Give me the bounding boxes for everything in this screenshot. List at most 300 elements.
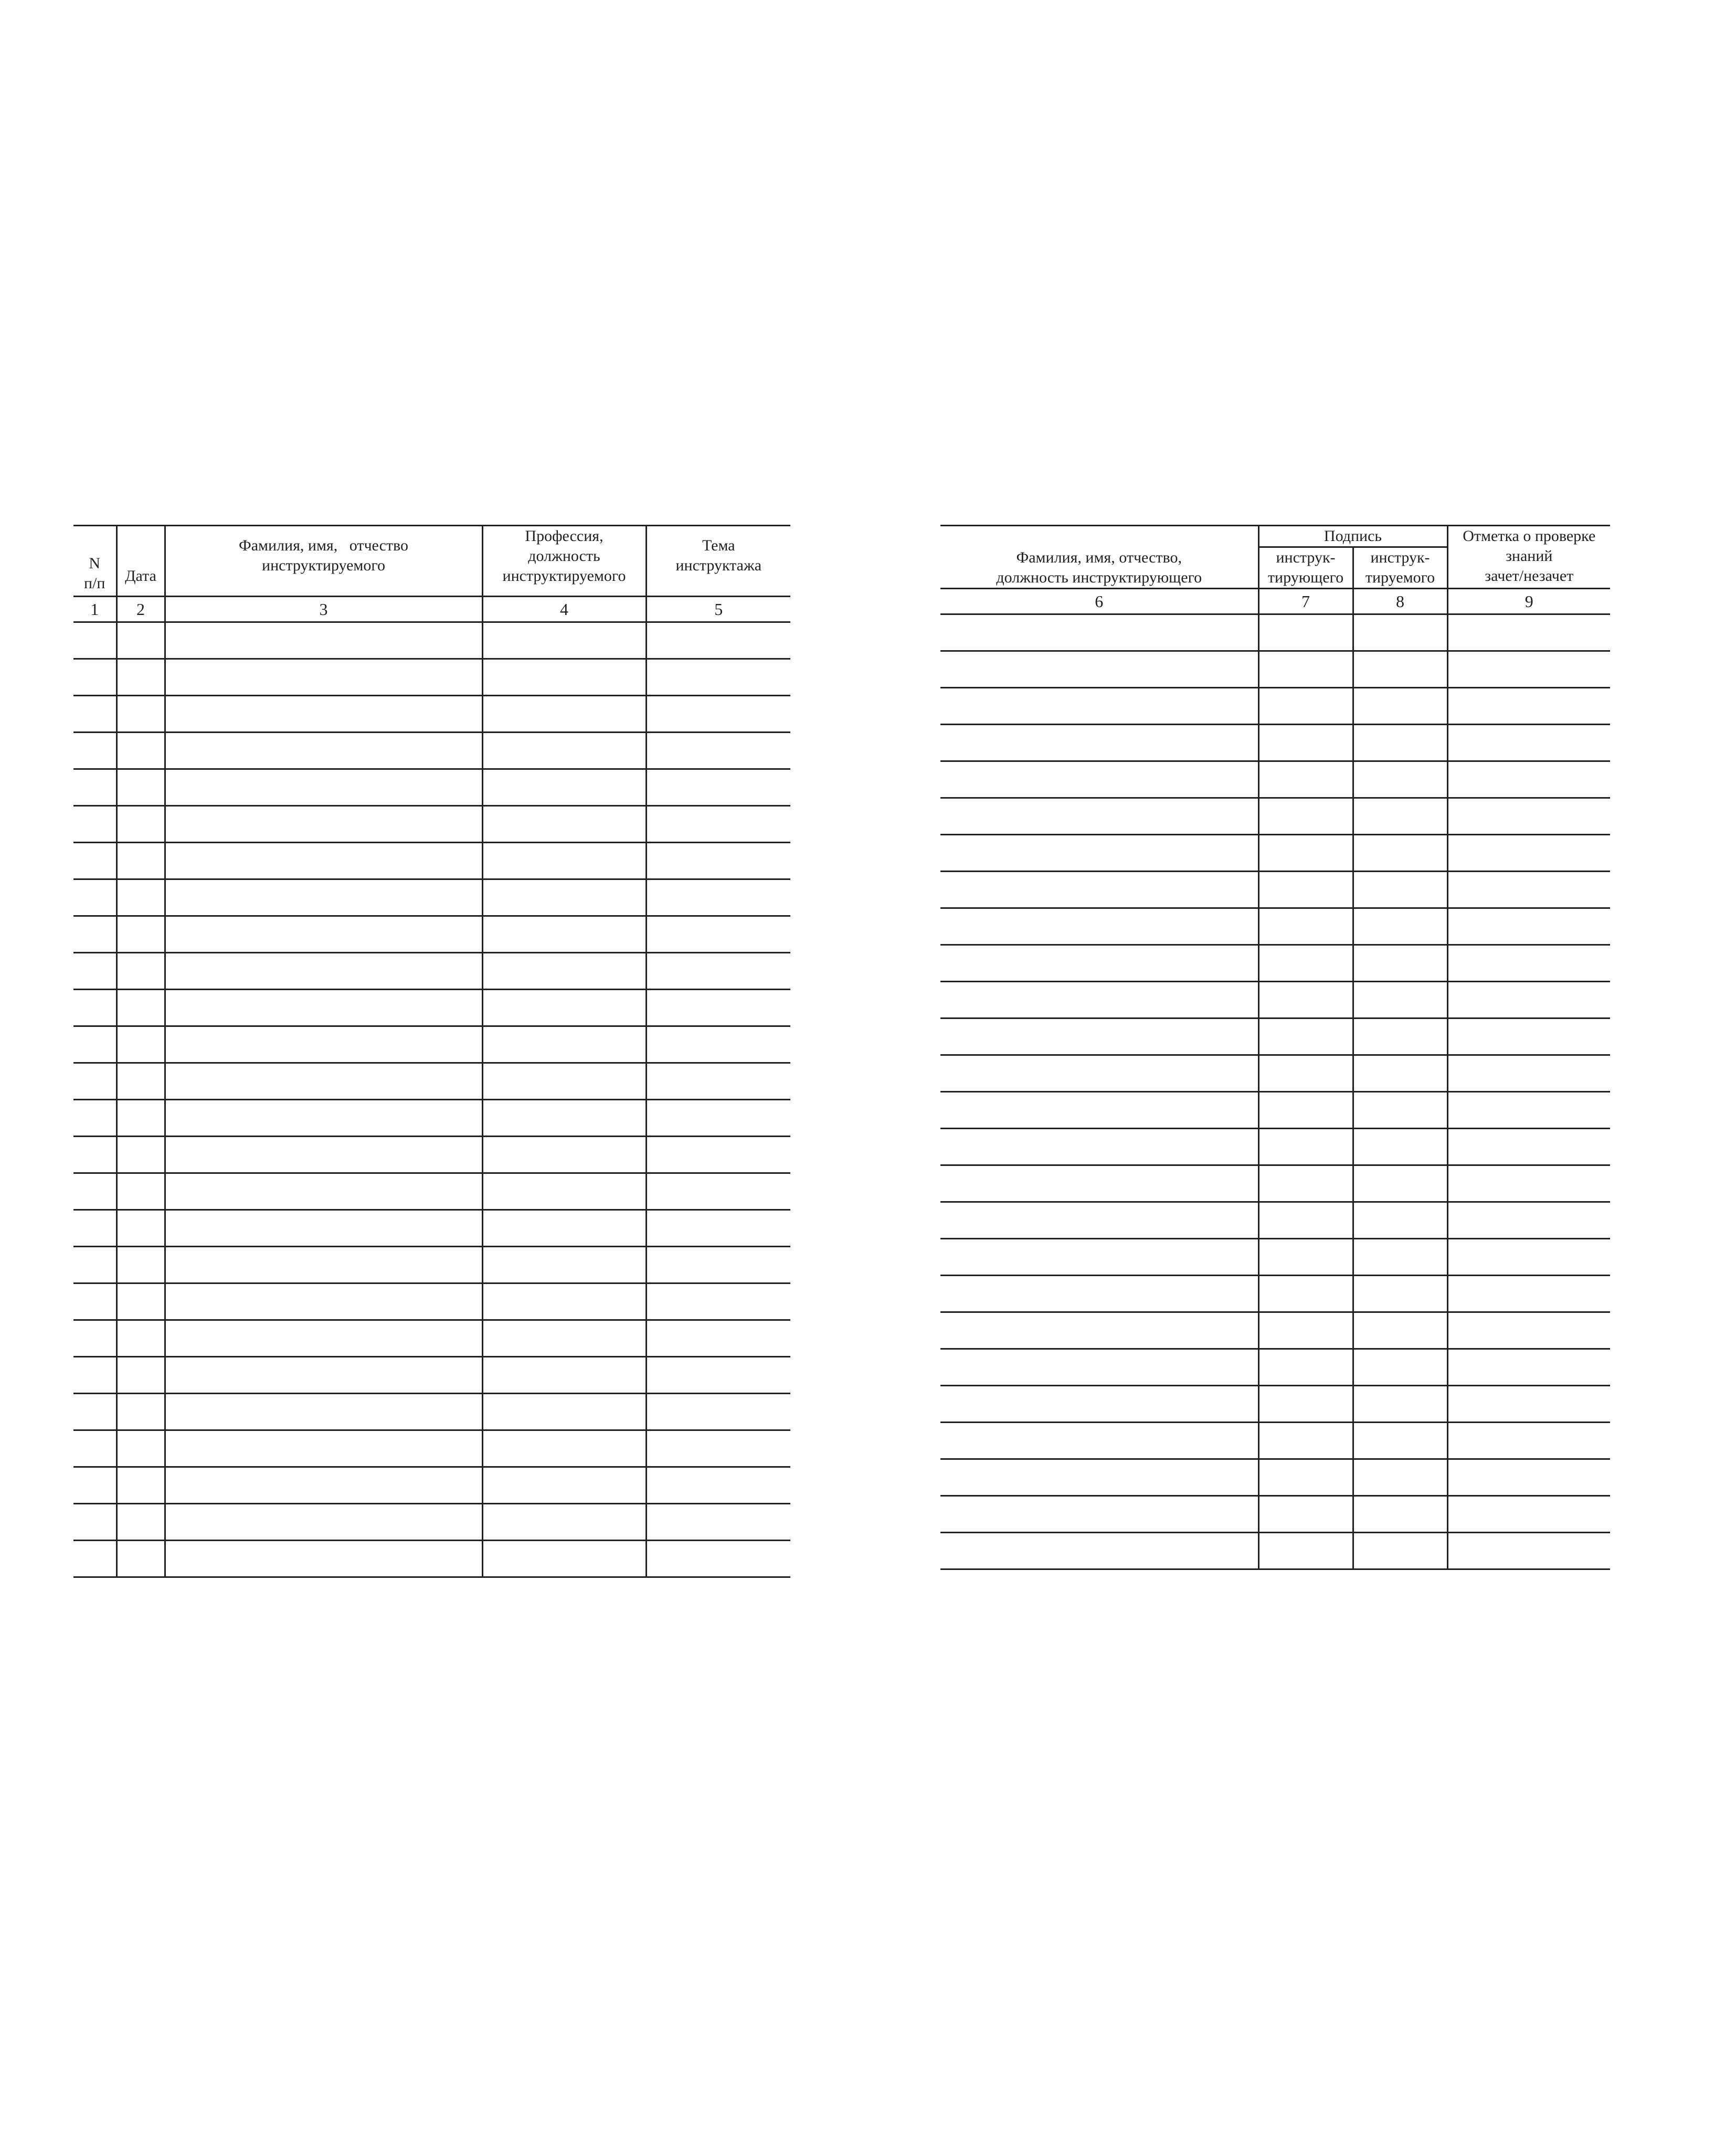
header-instructor-line1: Фамилия, имя, отчество, xyxy=(1016,548,1182,566)
left-cell-col-1[interactable] xyxy=(73,1430,117,1467)
right-cell-col-4[interactable] xyxy=(1447,872,1610,908)
right-cell-col-3[interactable] xyxy=(1353,1496,1447,1533)
right-table-row xyxy=(940,614,1610,651)
right-cell-col-4[interactable] xyxy=(1447,614,1610,651)
left-cell-col-5[interactable] xyxy=(646,1100,790,1137)
left-table-row xyxy=(73,769,790,806)
left-cell-col-3[interactable] xyxy=(165,1320,482,1357)
right-cell-col-4[interactable] xyxy=(1447,761,1610,798)
right-cell-col-2[interactable] xyxy=(1258,1202,1353,1239)
left-cell-col-3[interactable] xyxy=(165,733,482,769)
left-cell-col-3[interactable] xyxy=(165,879,482,916)
left-cell-col-1[interactable] xyxy=(73,1504,117,1541)
left-cell-col-5[interactable] xyxy=(646,1467,790,1504)
header-instructor xyxy=(940,526,1258,589)
left-cell-col-2[interactable] xyxy=(117,696,165,733)
left-cell-col-4[interactable] xyxy=(482,769,646,806)
left-cell-col-1[interactable] xyxy=(73,622,117,659)
right-cell-col-4[interactable] xyxy=(1447,1239,1610,1276)
right-cell-col-1[interactable] xyxy=(940,1276,1258,1312)
right-table-row xyxy=(940,1129,1610,1165)
left-cell-col-3[interactable] xyxy=(165,916,482,953)
right-cell-col-2[interactable] xyxy=(1258,1459,1353,1496)
right-cell-col-4[interactable] xyxy=(1447,1349,1610,1386)
left-cell-col-5[interactable] xyxy=(646,1504,790,1541)
left-cell-col-5[interactable] xyxy=(646,1026,790,1063)
left-cell-col-1[interactable] xyxy=(73,1320,117,1357)
left-table-row xyxy=(73,1026,790,1063)
briefing-journal-table-right xyxy=(940,525,1610,1570)
right-cell-col-4[interactable] xyxy=(1447,1386,1610,1423)
left-table-row xyxy=(73,1063,790,1100)
right-cell-col-2[interactable] xyxy=(1258,1533,1353,1569)
left-table-row xyxy=(73,1100,790,1137)
right-cell-col-1[interactable] xyxy=(940,908,1258,945)
right-cell-col-3[interactable] xyxy=(1353,1386,1447,1423)
left-cell-col-2[interactable] xyxy=(117,1210,165,1247)
right-table-row xyxy=(940,761,1610,798)
right-cell-col-4[interactable] xyxy=(1447,725,1610,761)
right-cell-col-3[interactable] xyxy=(1353,798,1447,835)
left-cell-col-1[interactable] xyxy=(73,990,117,1026)
right-cell-col-4[interactable] xyxy=(1447,798,1610,835)
left-cell-col-3[interactable] xyxy=(165,1467,482,1504)
left-cell-col-4[interactable] xyxy=(482,1541,646,1577)
left-cell-col-2[interactable] xyxy=(117,1467,165,1504)
left-cell-col-1[interactable] xyxy=(73,733,117,769)
left-cell-col-5[interactable] xyxy=(646,990,790,1026)
left-cell-col-4[interactable] xyxy=(482,1247,646,1283)
right-cell-col-4[interactable] xyxy=(1447,1533,1610,1569)
left-cell-col-4[interactable] xyxy=(482,1283,646,1320)
left-cell-col-4[interactable] xyxy=(482,953,646,990)
left-table-row xyxy=(73,659,790,696)
right-table-row xyxy=(940,872,1610,908)
right-cell-col-4[interactable] xyxy=(1447,1276,1610,1312)
left-cell-col-2[interactable] xyxy=(117,1173,165,1210)
right-cell-col-3[interactable] xyxy=(1353,1165,1447,1202)
header-knowledge-check-line1: Отметка о проверке xyxy=(1463,527,1596,545)
right-cell-col-4[interactable] xyxy=(1447,908,1610,945)
right-cell-col-3[interactable] xyxy=(1353,1055,1447,1092)
left-cell-col-5[interactable] xyxy=(646,953,790,990)
left-table-row xyxy=(73,843,790,879)
left-cell-col-2[interactable] xyxy=(117,733,165,769)
right-cell-col-3[interactable] xyxy=(1353,651,1447,688)
left-cell-col-4[interactable] xyxy=(482,1100,646,1137)
right-table-row xyxy=(940,725,1610,761)
left-cell-col-3[interactable] xyxy=(165,1283,482,1320)
right-cell-col-3[interactable] xyxy=(1353,688,1447,725)
left-cell-col-1[interactable] xyxy=(73,1357,117,1394)
left-cell-col-2[interactable] xyxy=(117,1504,165,1541)
left-cell-col-2[interactable] xyxy=(117,1283,165,1320)
right-cell-col-4[interactable] xyxy=(1447,835,1610,872)
right-table-row xyxy=(940,1459,1610,1496)
journal-left-page xyxy=(73,525,790,1578)
right-cell-col-1[interactable] xyxy=(940,651,1258,688)
left-cell-col-1[interactable] xyxy=(73,1247,117,1283)
header-signature-instructor-line1: инструк- xyxy=(1276,549,1336,566)
right-cell-col-1[interactable] xyxy=(940,945,1258,982)
left-cell-col-3[interactable] xyxy=(165,1063,482,1100)
left-table-row xyxy=(73,696,790,733)
right-cell-col-2[interactable] xyxy=(1258,1239,1353,1276)
left-cell-col-4[interactable] xyxy=(482,1026,646,1063)
left-cell-col-4[interactable] xyxy=(482,1394,646,1430)
right-cell-col-1[interactable] xyxy=(940,1459,1258,1496)
right-cell-col-4[interactable] xyxy=(1447,1202,1610,1239)
right-cell-col-1[interactable] xyxy=(940,1092,1258,1129)
left-cell-col-2[interactable] xyxy=(117,806,165,843)
right-cell-col-3[interactable] xyxy=(1353,872,1447,908)
header-signature-instructor-line2: тирующего xyxy=(1267,569,1344,586)
right-cell-col-2[interactable] xyxy=(1258,835,1353,872)
left-cell-col-5[interactable] xyxy=(646,1394,790,1430)
left-cell-col-1[interactable] xyxy=(73,1137,117,1173)
left-cell-col-5[interactable] xyxy=(646,1283,790,1320)
left-table-row xyxy=(73,1357,790,1394)
right-table-body xyxy=(940,614,1610,1569)
left-cell-col-3[interactable] xyxy=(165,1210,482,1247)
left-cell-col-3[interactable] xyxy=(165,1137,482,1173)
right-cell-col-2[interactable] xyxy=(1258,614,1353,651)
left-cell-col-4[interactable] xyxy=(482,806,646,843)
left-cell-col-4[interactable] xyxy=(482,990,646,1026)
right-cell-col-2[interactable] xyxy=(1258,651,1353,688)
left-cell-col-2[interactable] xyxy=(117,1026,165,1063)
left-cell-col-2[interactable] xyxy=(117,916,165,953)
left-cell-col-5[interactable] xyxy=(646,733,790,769)
right-cell-col-4[interactable] xyxy=(1447,1459,1610,1496)
right-table-row xyxy=(940,1349,1610,1386)
column-number-1: 1 xyxy=(73,597,117,622)
right-cell-col-1[interactable] xyxy=(940,1533,1258,1569)
left-cell-col-1[interactable] xyxy=(73,1173,117,1210)
right-cell-col-1[interactable] xyxy=(940,1312,1258,1349)
left-cell-col-3[interactable] xyxy=(165,1026,482,1063)
left-cell-col-2[interactable] xyxy=(117,1100,165,1137)
right-cell-col-3[interactable] xyxy=(1353,982,1447,1019)
right-cell-col-1[interactable] xyxy=(940,1019,1258,1055)
left-cell-col-5[interactable] xyxy=(646,1320,790,1357)
right-cell-col-3[interactable] xyxy=(1353,725,1447,761)
right-table-row xyxy=(940,835,1610,872)
right-cell-col-4[interactable] xyxy=(1447,945,1610,982)
left-table-row xyxy=(73,1467,790,1504)
right-cell-col-3[interactable] xyxy=(1353,1092,1447,1129)
right-table-row xyxy=(940,982,1610,1019)
left-cell-col-4[interactable] xyxy=(482,696,646,733)
left-table-row xyxy=(73,879,790,916)
left-cell-col-5[interactable] xyxy=(646,1541,790,1577)
column-number-3: 3 xyxy=(165,597,482,622)
right-cell-col-2[interactable] xyxy=(1258,1092,1353,1129)
left-table-row xyxy=(73,1320,790,1357)
left-cell-col-1[interactable] xyxy=(73,916,117,953)
left-cell-col-2[interactable] xyxy=(117,1430,165,1467)
right-cell-col-1[interactable] xyxy=(940,1349,1258,1386)
left-cell-col-1[interactable] xyxy=(73,1063,117,1100)
left-cell-col-5[interactable] xyxy=(646,1210,790,1247)
left-cell-col-4[interactable] xyxy=(482,622,646,659)
right-cell-col-1[interactable] xyxy=(940,1129,1258,1165)
column-number-6: 6 xyxy=(940,589,1258,614)
left-cell-col-1[interactable] xyxy=(73,1210,117,1247)
left-cell-col-3[interactable] xyxy=(165,622,482,659)
right-cell-col-2[interactable] xyxy=(1258,761,1353,798)
right-cell-col-1[interactable] xyxy=(940,1202,1258,1239)
right-cell-col-3[interactable] xyxy=(1353,1423,1447,1459)
left-cell-col-4[interactable] xyxy=(482,1467,646,1504)
left-cell-col-2[interactable] xyxy=(117,843,165,879)
right-table-row xyxy=(940,1533,1610,1569)
right-cell-col-1[interactable] xyxy=(940,1165,1258,1202)
left-cell-col-1[interactable] xyxy=(73,1394,117,1430)
left-table-body xyxy=(73,622,790,1577)
right-table-row xyxy=(940,1312,1610,1349)
right-cell-col-2[interactable] xyxy=(1258,1349,1353,1386)
right-cell-col-4[interactable] xyxy=(1447,1129,1610,1165)
right-cell-col-3[interactable] xyxy=(1353,1349,1447,1386)
left-cell-col-1[interactable] xyxy=(73,1283,117,1320)
left-table-row xyxy=(73,916,790,953)
right-cell-col-4[interactable] xyxy=(1447,688,1610,725)
right-cell-col-4[interactable] xyxy=(1447,1019,1610,1055)
left-cell-col-4[interactable] xyxy=(482,1137,646,1173)
left-cell-col-5[interactable] xyxy=(646,1247,790,1283)
left-cell-col-5[interactable] xyxy=(646,1357,790,1394)
right-cell-col-2[interactable] xyxy=(1258,688,1353,725)
right-cell-col-1[interactable] xyxy=(940,1239,1258,1276)
header-profession-line1: Профессия, xyxy=(525,527,604,545)
left-cell-col-3[interactable] xyxy=(165,659,482,696)
right-cell-col-4[interactable] xyxy=(1447,1055,1610,1092)
left-cell-col-5[interactable] xyxy=(646,1173,790,1210)
left-cell-col-4[interactable] xyxy=(482,1173,646,1210)
right-cell-col-3[interactable] xyxy=(1353,614,1447,651)
left-cell-col-4[interactable] xyxy=(482,659,646,696)
left-cell-col-2[interactable] xyxy=(117,1063,165,1100)
right-cell-col-4[interactable] xyxy=(1447,1312,1610,1349)
right-cell-col-1[interactable] xyxy=(940,725,1258,761)
left-cell-col-5[interactable] xyxy=(646,769,790,806)
right-table-row xyxy=(940,1165,1610,1202)
left-cell-col-3[interactable] xyxy=(165,1357,482,1394)
right-cell-col-2[interactable] xyxy=(1258,945,1353,982)
right-cell-col-2[interactable] xyxy=(1258,908,1353,945)
left-table-row xyxy=(73,1247,790,1283)
left-cell-col-4[interactable] xyxy=(482,916,646,953)
left-cell-col-3[interactable] xyxy=(165,769,482,806)
right-cell-col-3[interactable] xyxy=(1353,835,1447,872)
right-cell-col-3[interactable] xyxy=(1353,1239,1447,1276)
right-cell-col-3[interactable] xyxy=(1353,1202,1447,1239)
left-cell-col-4[interactable] xyxy=(482,1210,646,1247)
header-topic xyxy=(646,526,790,597)
left-cell-col-1[interactable] xyxy=(73,769,117,806)
right-cell-col-2[interactable] xyxy=(1258,1423,1353,1459)
header-date-label: Дата xyxy=(125,567,156,585)
right-cell-col-3[interactable] xyxy=(1353,908,1447,945)
left-cell-col-4[interactable] xyxy=(482,843,646,879)
right-cell-col-2[interactable] xyxy=(1258,1276,1353,1312)
left-cell-col-4[interactable] xyxy=(482,1320,646,1357)
left-cell-col-2[interactable] xyxy=(117,622,165,659)
left-cell-col-5[interactable] xyxy=(646,843,790,879)
right-cell-col-2[interactable] xyxy=(1258,1019,1353,1055)
left-cell-col-1[interactable] xyxy=(73,659,117,696)
right-cell-col-3[interactable] xyxy=(1353,1129,1447,1165)
left-cell-col-3[interactable] xyxy=(165,953,482,990)
left-cell-col-3[interactable] xyxy=(165,1504,482,1541)
column-number-2: 2 xyxy=(117,597,165,622)
left-table-row xyxy=(73,1283,790,1320)
right-cell-col-1[interactable] xyxy=(940,982,1258,1019)
left-cell-col-5[interactable] xyxy=(646,622,790,659)
right-cell-col-2[interactable] xyxy=(1258,982,1353,1019)
left-cell-col-5[interactable] xyxy=(646,916,790,953)
header-instructed-name-line2: инструктируемого xyxy=(262,557,385,574)
right-cell-col-4[interactable] xyxy=(1447,1423,1610,1459)
right-table-row xyxy=(940,1019,1610,1055)
right-cell-col-3[interactable] xyxy=(1353,1276,1447,1312)
left-cell-col-3[interactable] xyxy=(165,1247,482,1283)
left-cell-col-2[interactable] xyxy=(117,1137,165,1173)
left-table-row xyxy=(73,1173,790,1210)
left-cell-col-1[interactable] xyxy=(73,1467,117,1504)
right-cell-col-4[interactable] xyxy=(1447,1165,1610,1202)
header-topic-line2: инструктажа xyxy=(675,557,762,574)
left-cell-col-5[interactable] xyxy=(646,879,790,916)
right-cell-col-3[interactable] xyxy=(1353,761,1447,798)
left-table-row xyxy=(73,990,790,1026)
right-cell-col-3[interactable] xyxy=(1353,1533,1447,1569)
left-cell-col-3[interactable] xyxy=(165,806,482,843)
left-cell-col-2[interactable] xyxy=(117,769,165,806)
left-cell-col-1[interactable] xyxy=(73,1100,117,1137)
left-cell-col-4[interactable] xyxy=(482,1504,646,1541)
right-cell-col-2[interactable] xyxy=(1258,1129,1353,1165)
header-number xyxy=(73,526,117,597)
left-table-row xyxy=(73,1210,790,1247)
right-cell-col-2[interactable] xyxy=(1258,1496,1353,1533)
right-table-row xyxy=(940,1386,1610,1423)
right-cell-col-1[interactable] xyxy=(940,1386,1258,1423)
left-cell-col-2[interactable] xyxy=(117,659,165,696)
right-cell-col-4[interactable] xyxy=(1447,982,1610,1019)
right-cell-col-1[interactable] xyxy=(940,614,1258,651)
left-cell-col-2[interactable] xyxy=(117,1541,165,1577)
left-cell-col-2[interactable] xyxy=(117,879,165,916)
left-cell-col-4[interactable] xyxy=(482,879,646,916)
right-cell-col-4[interactable] xyxy=(1447,651,1610,688)
header-topic-line1: Тема xyxy=(702,537,735,554)
left-cell-col-1[interactable] xyxy=(73,879,117,916)
right-cell-col-2[interactable] xyxy=(1258,872,1353,908)
left-cell-col-4[interactable] xyxy=(482,1063,646,1100)
header-profession-line2: должность xyxy=(528,547,600,565)
left-cell-col-3[interactable] xyxy=(165,1100,482,1137)
left-cell-col-1[interactable] xyxy=(73,953,117,990)
right-cell-col-1[interactable] xyxy=(940,798,1258,835)
left-cell-col-1[interactable] xyxy=(73,696,117,733)
left-cell-col-5[interactable] xyxy=(646,659,790,696)
left-cell-col-5[interactable] xyxy=(646,1430,790,1467)
left-cell-col-4[interactable] xyxy=(482,1430,646,1467)
left-cell-col-5[interactable] xyxy=(646,1137,790,1173)
right-cell-col-2[interactable] xyxy=(1258,1055,1353,1092)
right-cell-col-2[interactable] xyxy=(1258,1312,1353,1349)
left-cell-col-2[interactable] xyxy=(117,1357,165,1394)
right-table-row xyxy=(940,945,1610,982)
right-cell-col-1[interactable] xyxy=(940,1496,1258,1533)
right-cell-col-3[interactable] xyxy=(1353,1459,1447,1496)
left-cell-col-1[interactable] xyxy=(73,1026,117,1063)
right-cell-col-4[interactable] xyxy=(1447,1496,1610,1533)
header-signature-group xyxy=(1258,526,1447,547)
right-cell-col-3[interactable] xyxy=(1353,1312,1447,1349)
left-cell-col-3[interactable] xyxy=(165,1430,482,1467)
header-instructed-name-line1: Фамилия, имя, отчество xyxy=(239,537,408,554)
right-cell-col-2[interactable] xyxy=(1258,1165,1353,1202)
right-cell-col-1[interactable] xyxy=(940,1423,1258,1459)
left-cell-col-2[interactable] xyxy=(117,1394,165,1430)
right-cell-col-1[interactable] xyxy=(940,872,1258,908)
right-cell-col-4[interactable] xyxy=(1447,1092,1610,1129)
right-cell-col-1[interactable] xyxy=(940,688,1258,725)
left-cell-col-3[interactable] xyxy=(165,1541,482,1577)
right-cell-col-2[interactable] xyxy=(1258,1386,1353,1423)
left-cell-col-1[interactable] xyxy=(73,843,117,879)
left-table-row xyxy=(73,1430,790,1467)
left-cell-col-2[interactable] xyxy=(117,990,165,1026)
left-cell-col-5[interactable] xyxy=(646,696,790,733)
left-cell-col-2[interactable] xyxy=(117,953,165,990)
left-cell-col-2[interactable] xyxy=(117,1247,165,1283)
left-table-row xyxy=(73,1137,790,1173)
right-table-row xyxy=(940,1276,1610,1312)
left-cell-col-3[interactable] xyxy=(165,843,482,879)
right-cell-col-1[interactable] xyxy=(940,1055,1258,1092)
left-cell-col-5[interactable] xyxy=(646,1063,790,1100)
journal-right-page xyxy=(940,525,1610,1570)
right-table-row xyxy=(940,1202,1610,1239)
left-cell-col-1[interactable] xyxy=(73,1541,117,1577)
left-cell-col-4[interactable] xyxy=(482,1357,646,1394)
left-cell-col-3[interactable] xyxy=(165,990,482,1026)
right-cell-col-2[interactable] xyxy=(1258,725,1353,761)
left-cell-col-3[interactable] xyxy=(165,1394,482,1430)
left-cell-col-4[interactable] xyxy=(482,733,646,769)
left-cell-col-3[interactable] xyxy=(165,696,482,733)
right-table-row xyxy=(940,908,1610,945)
right-cell-col-1[interactable] xyxy=(940,835,1258,872)
header-instructor-line2: должность инструктирующего xyxy=(996,568,1202,586)
left-cell-col-2[interactable] xyxy=(117,1320,165,1357)
right-table-row xyxy=(940,1496,1610,1533)
right-cell-col-3[interactable] xyxy=(1353,1019,1447,1055)
left-table-row xyxy=(73,1394,790,1430)
left-cell-col-1[interactable] xyxy=(73,806,117,843)
briefing-journal-table-left xyxy=(73,525,790,1578)
right-cell-col-1[interactable] xyxy=(940,761,1258,798)
right-cell-col-3[interactable] xyxy=(1353,945,1447,982)
header-knowledge-check-line2: знаний xyxy=(1506,547,1553,565)
left-cell-col-5[interactable] xyxy=(646,806,790,843)
right-cell-col-2[interactable] xyxy=(1258,798,1353,835)
left-cell-col-3[interactable] xyxy=(165,1173,482,1210)
